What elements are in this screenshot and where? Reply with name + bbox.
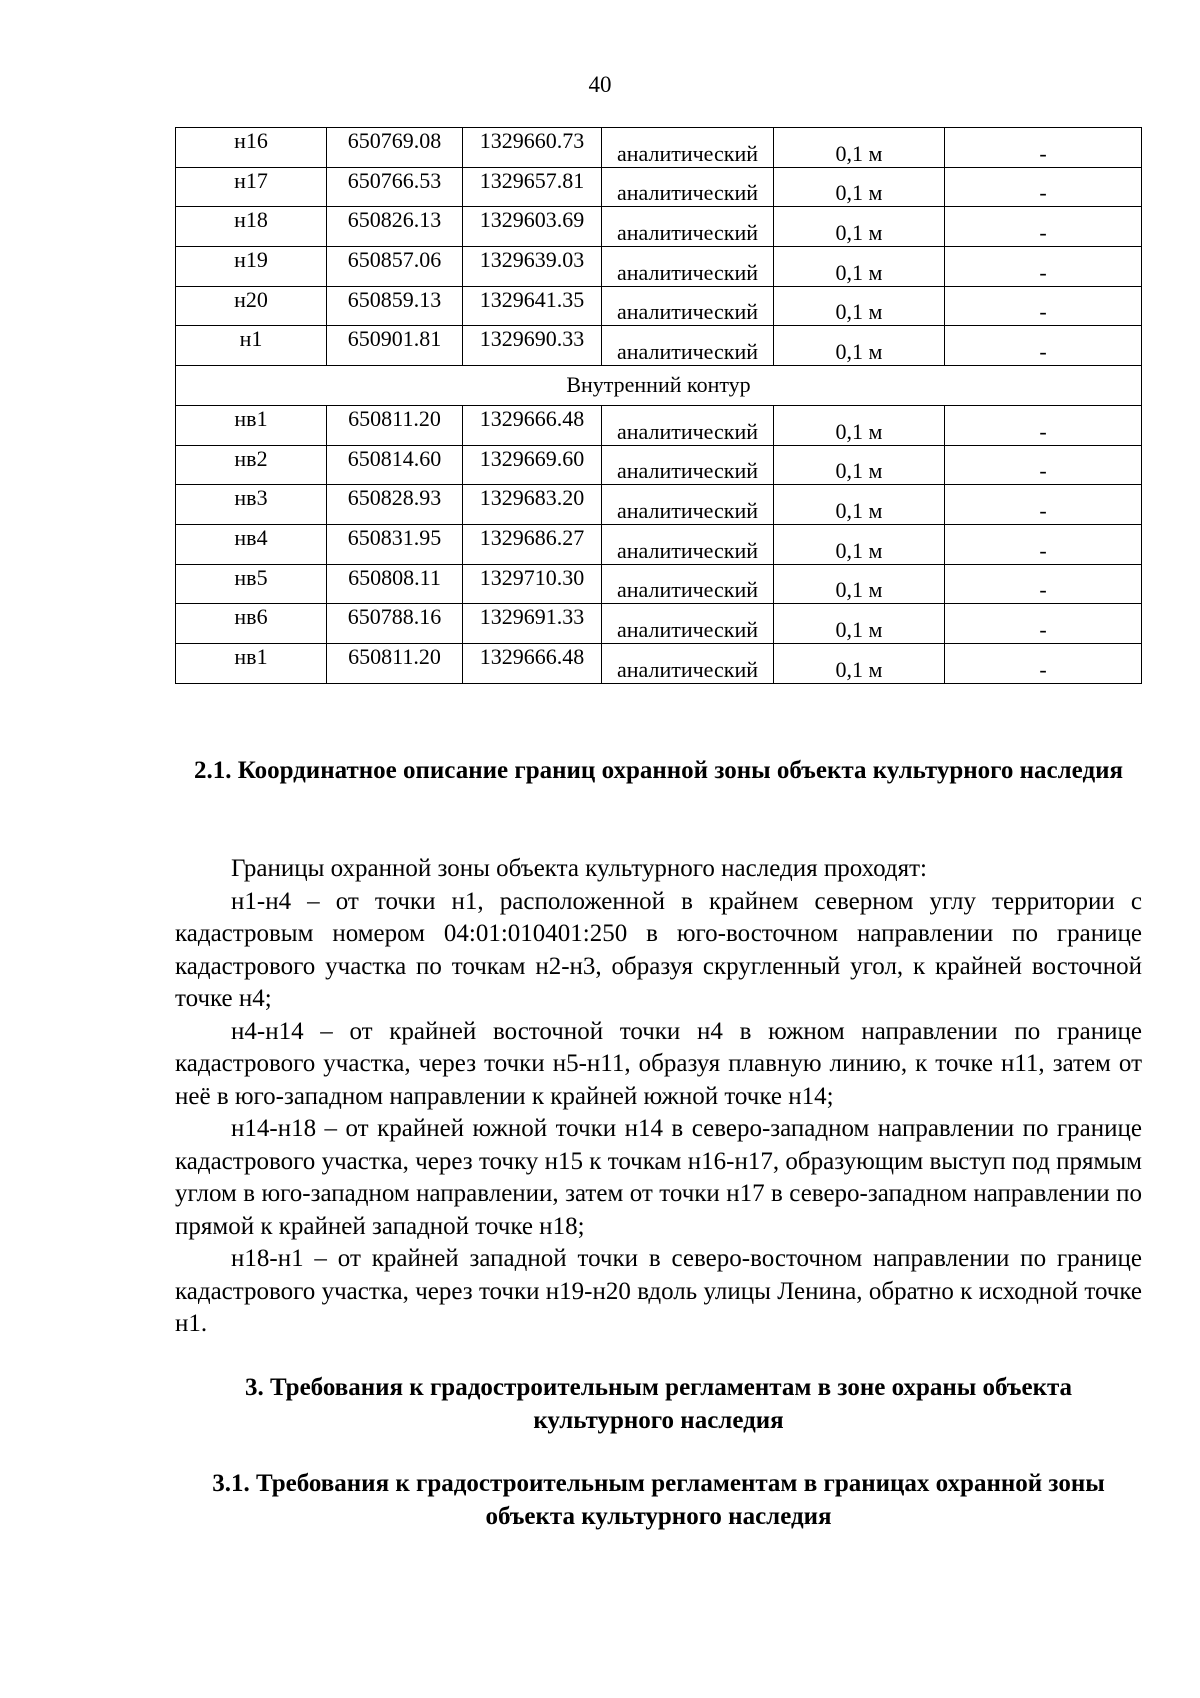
- cell-description: -: [945, 485, 1142, 525]
- cell-y: 1329603.69: [463, 207, 602, 247]
- cell-x: 650826.13: [327, 207, 463, 247]
- coordinates-table: [175, 127, 1142, 684]
- cell-accuracy: 0,1 м: [774, 604, 945, 644]
- cell-point: нв1: [176, 405, 327, 445]
- table-row: [176, 524, 1142, 564]
- cell-y: 1329641.35: [463, 286, 602, 326]
- cell-x: 650808.11: [327, 564, 463, 604]
- table-row: [176, 286, 1142, 326]
- cell-x: 650814.60: [327, 445, 463, 485]
- cell-description: -: [945, 247, 1142, 287]
- cell-y: 1329666.48: [463, 405, 602, 445]
- cell-point: н16: [176, 128, 327, 168]
- cell-method: аналитический: [602, 167, 774, 207]
- cell-y: 1329639.03: [463, 247, 602, 287]
- section-label-inner-contour: Внутренний контур: [176, 366, 1142, 406]
- cell-accuracy: 0,1 м: [774, 405, 945, 445]
- paragraph-n1-n4: н1-н4 – от точки н1, расположенной в крайнем северном углу территории с кадастровым номером 04:01:010401:250 в юго-восточном направлении по границе кадастрового участка по точкам н2-н3, образуя скругленный угол, к крайней восточной точке н4;: [175, 887, 1142, 1012]
- cell-method: аналитический: [602, 445, 774, 485]
- cell-accuracy: 0,1 м: [774, 643, 945, 683]
- table-row: [176, 128, 1142, 168]
- cell-point: н1: [176, 326, 327, 366]
- cell-point: нв1: [176, 643, 327, 683]
- cell-y: 1329660.73: [463, 128, 602, 168]
- table-row: [176, 445, 1142, 485]
- table-row: [176, 247, 1142, 287]
- cell-y: 1329683.20: [463, 485, 602, 525]
- cell-description: -: [945, 564, 1142, 604]
- cell-accuracy: 0,1 м: [774, 167, 945, 207]
- cell-description: -: [945, 643, 1142, 683]
- cell-x: 650811.20: [327, 405, 463, 445]
- cell-x: 650788.16: [327, 604, 463, 644]
- cell-description: -: [945, 128, 1142, 168]
- cell-y: 1329690.33: [463, 326, 602, 366]
- cell-x: 650811.20: [327, 643, 463, 683]
- cell-x: 650901.81: [327, 326, 463, 366]
- table-row: [176, 564, 1142, 604]
- cell-method: аналитический: [602, 128, 774, 168]
- cell-accuracy: 0,1 м: [774, 524, 945, 564]
- section-3-heading: 3. Требования к градостроительным регламентам в зоне охраны объекта культурного наследия: [244, 1374, 1073, 1434]
- cell-y: 1329657.81: [463, 167, 602, 207]
- cell-x: 650831.95: [327, 524, 463, 564]
- cell-accuracy: 0,1 м: [774, 445, 945, 485]
- cell-accuracy: 0,1 м: [774, 247, 945, 287]
- cell-y: 1329686.27: [463, 524, 602, 564]
- section-3-1-heading: 3.1. Требования к градостроительным регламентам в границах охранной зоны объекта культурного наследия: [212, 1470, 1105, 1530]
- cell-accuracy: 0,1 м: [774, 485, 945, 525]
- cell-method: аналитический: [602, 207, 774, 247]
- page-number: 40: [588, 72, 612, 97]
- cell-description: -: [945, 286, 1142, 326]
- table-row: [176, 485, 1142, 525]
- cell-method: аналитический: [602, 247, 774, 287]
- cell-y: 1329669.60: [463, 445, 602, 485]
- cell-point: н17: [176, 167, 327, 207]
- cell-description: -: [945, 524, 1142, 564]
- cell-y: 1329710.30: [463, 564, 602, 604]
- cell-description: -: [945, 405, 1142, 445]
- cell-y: 1329666.48: [463, 643, 602, 683]
- table-row: [176, 167, 1142, 207]
- cell-accuracy: 0,1 м: [774, 128, 945, 168]
- cell-method: аналитический: [602, 604, 774, 644]
- section-2-1-heading: 2.1. Координатное описание границ охранной зоны объекта культурного наследия: [193, 757, 1124, 784]
- cell-x: 650828.93: [327, 485, 463, 525]
- cell-point: н18: [176, 207, 327, 247]
- table-section-row: [176, 366, 1142, 406]
- section-2-1-body: [175, 853, 1142, 1341]
- cell-x: 650859.13: [327, 286, 463, 326]
- paragraph-n4-n14: н4-н14 – от крайней восточной точки н4 в южном направлении по границе кадастрового участка, через точки н5-н11, образуя плавную линию, к точке н11, затем от неё в юго-западном направлении к крайней южной точке н14;: [175, 1017, 1142, 1110]
- cell-x: 650857.06: [327, 247, 463, 287]
- cell-method: аналитический: [602, 286, 774, 326]
- cell-point: нв3: [176, 485, 327, 525]
- cell-description: -: [945, 207, 1142, 247]
- cell-accuracy: 0,1 м: [774, 326, 945, 366]
- cell-method: аналитический: [602, 564, 774, 604]
- cell-description: -: [945, 604, 1142, 644]
- cell-point: нв6: [176, 604, 327, 644]
- cell-method: аналитический: [602, 643, 774, 683]
- cell-point: н20: [176, 286, 327, 326]
- cell-point: нв2: [176, 445, 327, 485]
- table-row: [176, 405, 1142, 445]
- paragraph-intro: Границы охранной зоны объекта культурного наследия проходят:: [231, 855, 927, 882]
- cell-accuracy: 0,1 м: [774, 207, 945, 247]
- cell-point: нв5: [176, 564, 327, 604]
- cell-accuracy: 0,1 м: [774, 286, 945, 326]
- table-row: [176, 326, 1142, 366]
- cell-accuracy: 0,1 м: [774, 564, 945, 604]
- table-row: [176, 207, 1142, 247]
- cell-point: н19: [176, 247, 327, 287]
- cell-description: -: [945, 167, 1142, 207]
- paragraph-n14-n18: н14-н18 – от крайней южной точки н14 в северо-западном направлении по границе кадастрового участка, через точку н15 к точкам н16-н17, образующим выступ под прямым углом в юго-западном направлении, затем от точки н17 в северо-западном направлении по прямой к крайней западной точке н18;: [175, 1115, 1142, 1240]
- cell-x: 650769.08: [327, 128, 463, 168]
- cell-description: -: [945, 326, 1142, 366]
- cell-y: 1329691.33: [463, 604, 602, 644]
- table-row: [176, 604, 1142, 644]
- cell-point: нв4: [176, 524, 327, 564]
- paragraph-n18-n1: н18-н1 – от крайней западной точки в северо-восточном направлении по границе кадастрового участка, через точки н19-н20 вдоль улицы Ленина, обратно к исходной точке н1.: [175, 1245, 1142, 1337]
- cell-method: аналитический: [602, 326, 774, 366]
- cell-x: 650766.53: [327, 167, 463, 207]
- cell-method: аналитический: [602, 405, 774, 445]
- cell-method: аналитический: [602, 485, 774, 525]
- cell-description: -: [945, 445, 1142, 485]
- table-row: [176, 643, 1142, 683]
- cell-method: аналитический: [602, 524, 774, 564]
